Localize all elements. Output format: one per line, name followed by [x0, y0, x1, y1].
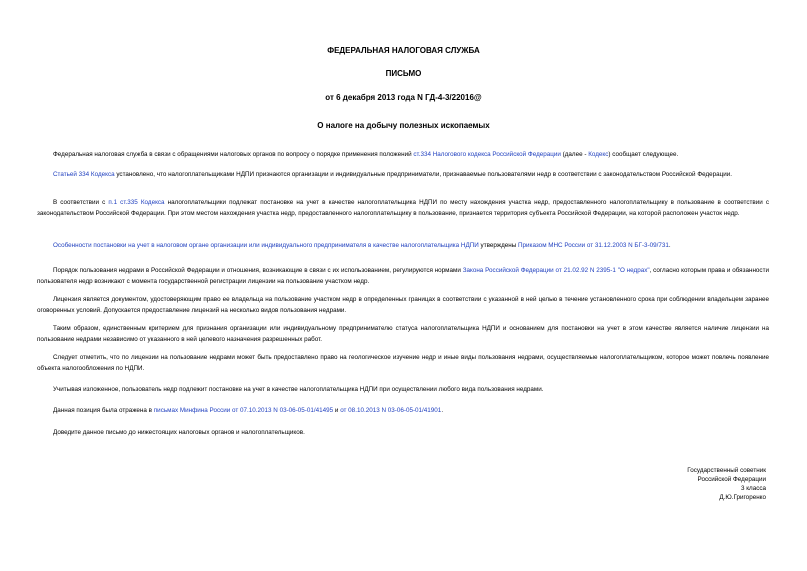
paragraph-text: Данная позиция была отражена в — [53, 407, 154, 414]
paragraph-2 — [37, 169, 769, 180]
paragraph-text: . — [441, 407, 444, 414]
link-article-334[interactable]: Статьей 334 Кодекса — [53, 171, 115, 178]
paragraph-text: налогоплательщики подлежат постановке на учет в качестве налогоплательщика НДПИ по месту нахождения участка недр, предоставленного налогоплательщику в пользование в соответствии с законодательством Российской Федерации. При этом местом нахождения участка недр, предоставленного налогоплательщику в пользование, признается территория субъекта Российской Федерации, на которой расположен участок недр. — [37, 199, 770, 217]
link-minfin-letter-41901[interactable]: от 08.10.2013 N 03-06-05-01/41901 — [340, 407, 442, 414]
link-subsoil-law[interactable]: Закона Российской Федерации от 21.02.92 N 2395-1 "О недрах" — [462, 267, 650, 274]
paragraph-text: Порядок пользования недрами в Российской Федерации и отношения, возникающие в связи с их использованием, регулируются нормами — [53, 267, 463, 274]
paragraph-text: Таким образом, единственным критерием для признания организации или индивидуальному предпринимателю статуса налогоплательщика НДПИ и основанием для постановки на учет в этом качестве является наличие лицензии на пользование недрами независимо от указанного в ней целевого назначения разрешенных работ. — [37, 325, 769, 343]
paragraph-1 — [37, 149, 769, 160]
subject-title: О налоге на добычу полезных ископаемых — [317, 121, 490, 130]
paragraph-text: . — [668, 242, 671, 249]
paragraph-8 — [37, 352, 769, 374]
signature-name: Д.Ю.Григоренко — [719, 494, 766, 501]
link-p1-article-335[interactable]: п.1 ст.335 Кодекса — [108, 199, 165, 206]
paragraph-text: Следует отметить, что по лицензии на пользование недрами может быть предоставлено право на геологическое изучение недр и иные виды пользования недрами, осуществляемые налогоплательщиком, которое может повлечь появление объекта налогообложения по НДПИ. — [37, 354, 769, 372]
paragraph-text: ) сообщает следующее. — [608, 151, 679, 158]
paragraph-4 — [37, 240, 769, 251]
paragraph-3 — [37, 197, 769, 219]
document-type: ПИСЬМО — [385, 69, 422, 78]
link-mns-order[interactable]: Приказом МНС России от 31.12.2003 N БГ-3-09/731 — [518, 242, 669, 249]
link-registration-features[interactable]: Особенности постановки на учет в налоговом органе организации или индивидуального предпринимателя в качестве налогоплательщика НДПИ — [53, 242, 479, 249]
paragraph-text: установлено, что налогоплательщиками НДПИ признаются организации и индивидуальные предприниматели, признаваемые пользователями недр в соответствии с законодательством Российской Федерации. — [114, 171, 733, 178]
paragraph-text: Лицензия является документом, удостоверяющим право ее владельца на пользование участком недр в определенных границах в соответствии с указанной в ней целью в течение установленного срока при соблюдении владельцем заранее оговоренных условий. Допускается предоставление лицензий на несколько видов пользования недрами. — [37, 296, 769, 314]
signature-block — [626, 466, 766, 502]
paragraph-5 — [37, 265, 769, 287]
paragraph-text: Учитывая изложенное, пользователь недр подлежит постановке на учет в качестве налогоплательщика НДПИ при осуществлении любого вида пользования недрами. — [53, 386, 544, 393]
paragraph-7 — [37, 323, 769, 345]
signature-rank: Государственный советник — [687, 467, 766, 474]
paragraph-text: (далее - — [560, 151, 589, 158]
paragraph-11 — [37, 427, 769, 438]
paragraph-text: , согласно которым права и обязанности пользователя недр возникают с момента государственной регистрации лицензии на пользование участком недр. — [37, 267, 769, 285]
link-kodeks[interactable]: Кодекс — [588, 151, 609, 158]
agency-title: ФЕДЕРАЛЬНАЯ НАЛОГОВАЯ СЛУЖБА — [327, 46, 480, 55]
paragraph-6 — [37, 294, 769, 316]
link-minfin-letter-41495[interactable]: письмах Минфина России от 07.10.2013 N 03-06-05-01/41495 — [153, 407, 334, 414]
paragraph-10 — [37, 405, 769, 416]
link-nk-article-334[interactable]: ст.334 Налогового кодекса Российской Федерации — [413, 151, 561, 158]
paragraph-text: Федеральная налоговая служба в связи с обращениями налоговых органов по вопросу о порядке применения положений — [53, 151, 414, 158]
paragraph-text: утверждены — [478, 242, 518, 249]
paragraph-text: Доведите данное письмо до нижестоящих налоговых органов и налогоплательщиков. — [53, 429, 305, 436]
paragraph-text: и — [333, 407, 341, 414]
signature-rank-country: Российской Федерации — [697, 476, 766, 483]
date-number: от 6 декабря 2013 года N ГД-4-3/22016@ — [325, 93, 482, 102]
paragraph-text: В соответствии с — [53, 199, 109, 206]
paragraph-9 — [37, 384, 769, 395]
signature-class: 3 класса — [740, 485, 766, 492]
